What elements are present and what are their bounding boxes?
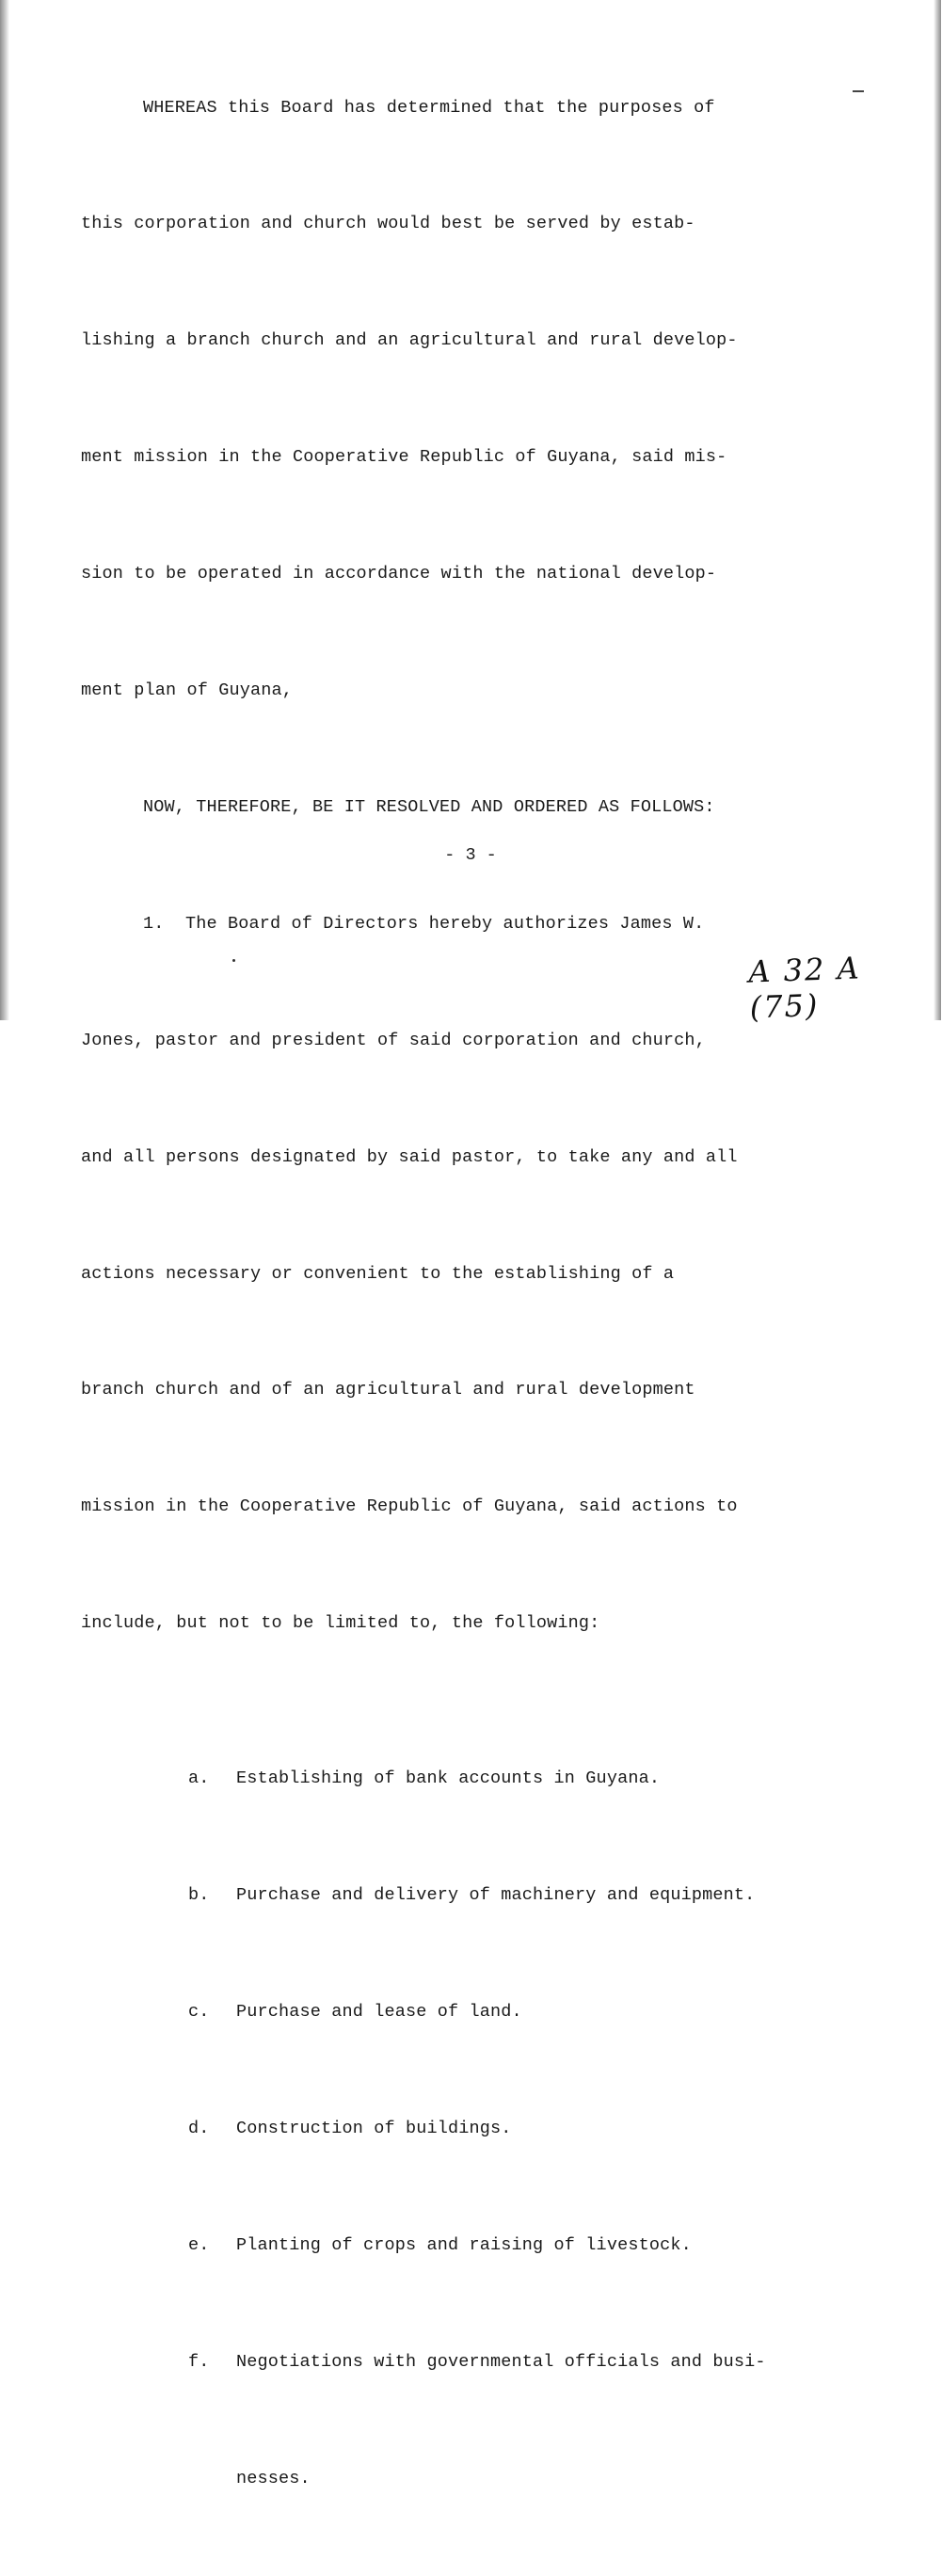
text-line: WHEREAS this Board has determined that the purposes of [143, 97, 715, 118]
text-line: this corporation and church would best be served by estab- [81, 214, 695, 234]
handwritten-annotation: A 32 A (75) [747, 950, 862, 1026]
list-item-text: Purchase and lease of land. [236, 2002, 522, 2023]
list-item-label: e. [188, 2234, 210, 2255]
list-item-text: Construction of buildings. [236, 2119, 512, 2139]
list-item-continuation: nesses. [236, 2468, 311, 2488]
scan-edge-left [0, 0, 9, 1020]
list-item [81, 2109, 862, 2148]
list-item-label: d. [188, 2119, 210, 2139]
text-line: 1. The Board of Directors hereby authorizes James W. [143, 913, 705, 934]
scan-edge-right [934, 0, 941, 1020]
resolution-heading: NOW, THEREFORE, BE IT RESOLVED AND ORDERED AS FOLLOWS: [143, 796, 715, 817]
list-item-label: f. [188, 2351, 210, 2372]
text-line: sion to be operated in accordance with the national develop- [81, 564, 717, 584]
list-item-label: c. [188, 2002, 210, 2023]
list-item-label: a. [188, 1768, 210, 1789]
list-item [81, 1992, 862, 2031]
text-line: ment mission in the Cooperative Republic of Guyana, said mis- [81, 447, 727, 468]
list-item-label: b. [188, 1885, 210, 1906]
list-item-text: Establishing of bank accounts in Guyana. [236, 1768, 661, 1789]
list-item [81, 1759, 862, 1798]
text-line: lishing a branch church and an agricultural and rural develop- [81, 330, 738, 351]
list-item-text: Planting of crops and raising of livestock. [236, 2234, 692, 2255]
list-item-text: Purchase and delivery of machinery and equipment. [236, 1885, 756, 1906]
text-line: include, but not to be limited to, the following: [81, 1613, 600, 1634]
list-item [81, 1876, 862, 1914]
list-item-text: Negotiations with governmental officials and busi- [236, 2351, 766, 2372]
body-text [81, 10, 862, 2576]
text-line: and all persons designated by said pastor, to take any and all [81, 1146, 738, 1167]
list-item [81, 2343, 862, 2381]
list-item [81, 2226, 862, 2264]
text-line: branch church and of an agricultural and rural development [81, 1380, 695, 1400]
text-line: ment plan of Guyana, [81, 680, 294, 701]
page-number: - 3 - [444, 845, 497, 865]
text-line: actions necessary or convenient to the establishing of a [81, 1263, 675, 1284]
text-line: Jones, pastor and president of said corporation and church, [81, 1030, 706, 1050]
text-line: mission in the Cooperative Republic of Guyana, said actions to [81, 1496, 738, 1517]
